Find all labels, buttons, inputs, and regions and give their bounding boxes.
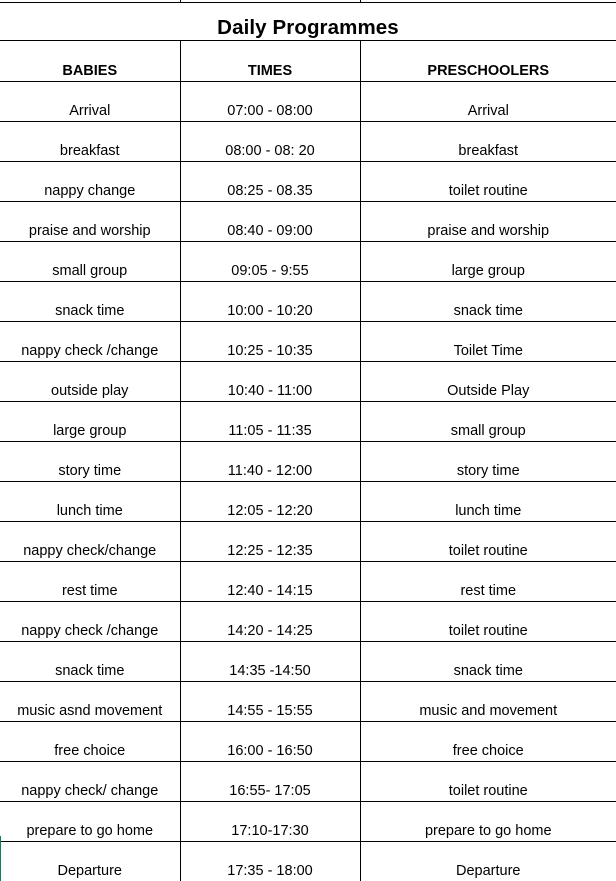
babies-activity-cell: breakfast — [0, 121, 180, 161]
table-row — [0, 281, 616, 321]
babies-activity-cell: story time — [0, 441, 180, 481]
preschoolers-activity-cell: large group — [360, 241, 616, 281]
babies-activity-cell: nappy check /change — [0, 321, 180, 361]
table-row — [0, 161, 616, 201]
time-cell: 12:25 - 12:35 — [180, 521, 360, 561]
time-cell: 11:40 - 12:00 — [180, 441, 360, 481]
table-row — [0, 121, 616, 161]
babies-activity-cell: rest time — [0, 561, 180, 601]
preschoolers-activity-cell: Departure — [456, 863, 521, 879]
preschoolers-activity-cell: toilet routine — [360, 521, 616, 561]
babies-activity-cell: Arrival — [0, 81, 180, 121]
preschoolers-activity-cell: praise and worship — [360, 201, 616, 241]
babies-activity-cell: snack time — [0, 281, 180, 321]
time-cell: 08:40 - 09:00 — [180, 201, 360, 241]
table-row — [0, 681, 616, 721]
time-cell: 14:55 - 15:55 — [180, 681, 360, 721]
left-edge-accent — [0, 836, 1, 881]
table-row — [0, 761, 616, 801]
babies-activity-cell: small group — [0, 241, 180, 281]
babies-activity-cell: outside play — [0, 361, 180, 401]
preschoolers-activity-cell: music and movement — [360, 681, 616, 721]
time-cell: 10:00 - 10:20 — [180, 281, 360, 321]
preschoolers-activity-cell: free choice — [360, 721, 616, 761]
babies-activity-cell: nappy check/ change — [0, 761, 180, 801]
time-cell: 09:05 - 9:55 — [180, 241, 360, 281]
time-cell: 11:05 - 11:35 — [180, 401, 360, 441]
preschoolers-activity-cell: story time — [360, 441, 616, 481]
page-title: Daily Programmes — [217, 15, 399, 39]
preschoolers-activity-cell: rest time — [360, 561, 616, 601]
preschoolers-activity-cell: small group — [360, 401, 616, 441]
time-cell: 17:35 - 18:00 — [180, 841, 360, 881]
babies-activity-cell: nappy change — [0, 161, 180, 201]
preschoolers-activity-cell: snack time — [360, 641, 616, 681]
time-cell: 08:25 - 08.35 — [180, 161, 360, 201]
babies-activity-cell: Departure — [0, 841, 180, 881]
preschoolers-activity-cell: Outside Play — [360, 361, 616, 401]
babies-activity-cell: nappy check/change — [0, 521, 180, 561]
table-row — [0, 561, 616, 601]
table-row — [0, 321, 616, 361]
preschoolers-activity-cell: toilet routine — [360, 761, 616, 801]
babies-activity-cell: snack time — [0, 641, 180, 681]
babies-activity-cell: nappy check /change — [0, 601, 180, 641]
time-cell: 12:40 - 14:15 — [180, 561, 360, 601]
table-row — [0, 801, 616, 841]
preschoolers-activity-cell: toilet routine — [360, 601, 616, 641]
time-cell: 14:35 -14:50 — [180, 641, 360, 681]
time-cell: 16:00 - 16:50 — [180, 721, 360, 761]
time-cell: 07:00 - 08:00 — [180, 81, 360, 121]
header-row — [0, 41, 616, 81]
table-row — [0, 601, 616, 641]
time-cell: 08:00 - 08: 20 — [180, 121, 360, 161]
preschoolers-activity-cell: lunch time — [360, 481, 616, 521]
table-row — [0, 401, 616, 441]
schedule-body — [0, 81, 616, 881]
table-row — [0, 721, 616, 761]
schedule-table — [0, 41, 616, 881]
time-cell: 17:10-17:30 — [180, 801, 360, 841]
babies-activity-cell: lunch time — [0, 481, 180, 521]
preschoolers-activity-cell: Toilet Time — [360, 321, 616, 361]
table-row — [0, 521, 616, 561]
time-cell: 14:20 - 14:25 — [180, 601, 360, 641]
time-cell: 12:05 - 12:20 — [180, 481, 360, 521]
table-row — [0, 841, 616, 881]
preschoolers-activity-cell: toilet routine — [360, 161, 616, 201]
babies-activity-cell: music asnd movement — [0, 681, 180, 721]
preschoolers-activity-cell: breakfast — [360, 121, 616, 161]
time-cell: 16:55- 17:05 — [180, 761, 360, 801]
table-row — [0, 441, 616, 481]
preschoolers-activity-cell: snack time — [360, 281, 616, 321]
column-header-preschoolers: PRESCHOOLERS — [360, 41, 616, 81]
babies-activity-cell: large group — [0, 401, 180, 441]
babies-activity-cell: free choice — [0, 721, 180, 761]
table-row — [0, 641, 616, 681]
table-row — [0, 241, 616, 281]
column-header-babies: BABIES — [0, 41, 180, 81]
table-row — [0, 81, 616, 121]
title-row — [0, 2, 616, 41]
time-cell: 10:25 - 10:35 — [180, 321, 360, 361]
table-row — [0, 361, 616, 401]
table-row — [0, 481, 616, 521]
babies-activity-cell: prepare to go home — [0, 801, 180, 841]
preschoolers-activity-cell: Arrival — [360, 81, 616, 121]
preschoolers-activity-cell: prepare to go home — [360, 801, 616, 841]
time-cell: 10:40 - 11:00 — [180, 361, 360, 401]
table-row — [0, 201, 616, 241]
babies-activity-cell: praise and worship — [0, 201, 180, 241]
column-header-times: TIMES — [180, 41, 360, 81]
